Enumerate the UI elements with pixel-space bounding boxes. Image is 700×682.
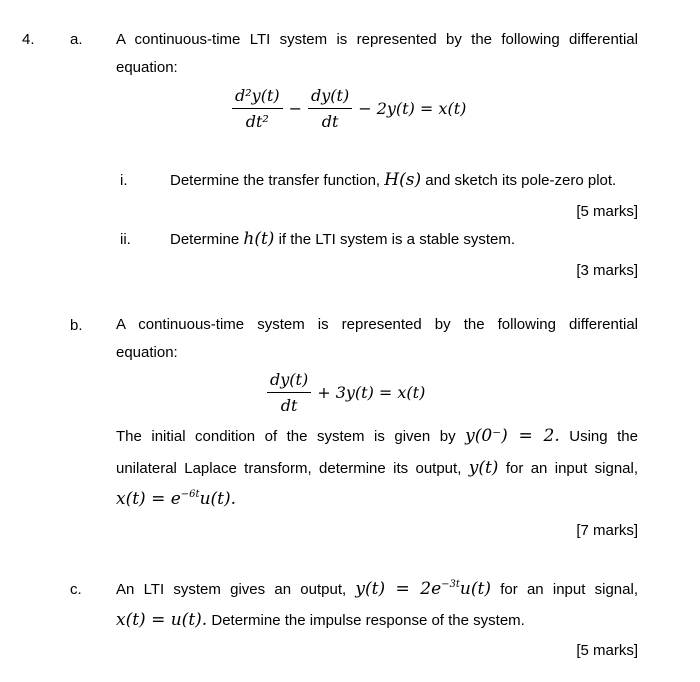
part-c-line1 <box>116 573 638 606</box>
part-c-line1-exp: −3t <box>441 579 460 590</box>
part-a-equation <box>230 86 466 131</box>
part-b-line2 <box>116 452 638 485</box>
part-c-line1-after: for an input signal, <box>500 581 638 598</box>
part-b-frac-den: dt <box>280 396 298 415</box>
part-a-frac2-num: dy(t) <box>308 86 352 109</box>
part-b-intro-line1: A continuous-time system is represented by the following differential <box>116 316 638 333</box>
sub-ii-text <box>170 229 515 249</box>
part-c-line2 <box>116 610 525 630</box>
part-b-equation <box>265 370 425 415</box>
part-c-line1-text: An LTI system gives an output, <box>116 581 347 598</box>
part-b-line3-post: u(t). <box>199 489 237 509</box>
part-a-frac1-num: d²y(t) <box>232 86 283 109</box>
part-b-line1 <box>116 420 638 453</box>
sub-i-math: H(s) <box>384 170 422 190</box>
part-b-marks: [7 marks] <box>576 522 638 539</box>
part-b-label: b. <box>70 317 83 334</box>
part-b-intro-line2: equation: <box>116 344 178 361</box>
part-b-frac-num: dy(t) <box>267 370 311 393</box>
part-a-intro-line1: A continuous-time LTI system is represented by the following differential <box>116 31 638 48</box>
sub-i-text <box>170 170 616 190</box>
sub-ii-text-before: Determine <box>170 231 240 248</box>
part-b-line2-after: for an input signal, <box>505 460 638 477</box>
part-a-frac2-den: dt <box>321 112 339 131</box>
part-c-label: c. <box>70 581 82 598</box>
part-b-line1-text: The initial condition of the system is given by <box>116 428 456 445</box>
part-b-line3-math <box>116 489 236 509</box>
sub-ii-text-after: if the LTI system is a stable system. <box>278 231 516 248</box>
part-a-frac1 <box>232 86 283 131</box>
sub-ii-math: h(t) <box>243 229 275 249</box>
part-c-marks: [5 marks] <box>576 642 638 659</box>
sub-i-text-before: Determine the transfer function, <box>170 172 381 189</box>
part-c-line1-math-pre: y(t) = 2e <box>355 579 442 599</box>
part-a-equation-rest: − 2y(t) = x(t) <box>358 99 467 118</box>
part-c-line1-math <box>355 579 491 599</box>
part-b-line1-after: Using the <box>569 428 638 445</box>
part-a-frac2 <box>308 86 352 131</box>
sub-i-marks: [5 marks] <box>576 203 638 220</box>
part-b-equation-rest: + 3y(t) = x(t) <box>317 383 426 402</box>
part-a-frac1-den: dt² <box>245 112 269 131</box>
sub-ii-label: ii. <box>120 231 131 248</box>
part-a-minus: − <box>288 99 303 118</box>
sub-i-label: i. <box>120 172 128 189</box>
part-b-line2-math: y(t) <box>468 458 499 478</box>
part-b-line1-math: y(0⁻) = 2. <box>465 426 560 446</box>
part-a-intro-line2: equation: <box>116 59 178 76</box>
part-c-line2-math: x(t) = u(t). <box>116 610 208 630</box>
question-number: 4. <box>22 31 35 48</box>
sub-i-text-after: and sketch its pole-zero plot. <box>425 172 617 189</box>
part-b-frac <box>267 370 311 415</box>
part-c-line2-after: Determine the impulse response of the system. <box>211 612 525 629</box>
part-b-line3-exp: −6t <box>180 489 200 500</box>
sub-ii-marks: [3 marks] <box>576 262 638 279</box>
part-b-line3-pre: x(t) = e <box>116 489 181 509</box>
part-b-line2-text: unilateral Laplace transform, determine its output, <box>116 460 462 477</box>
part-a-label: a. <box>70 31 83 48</box>
part-c-line1-math-post: u(t) <box>459 579 491 599</box>
